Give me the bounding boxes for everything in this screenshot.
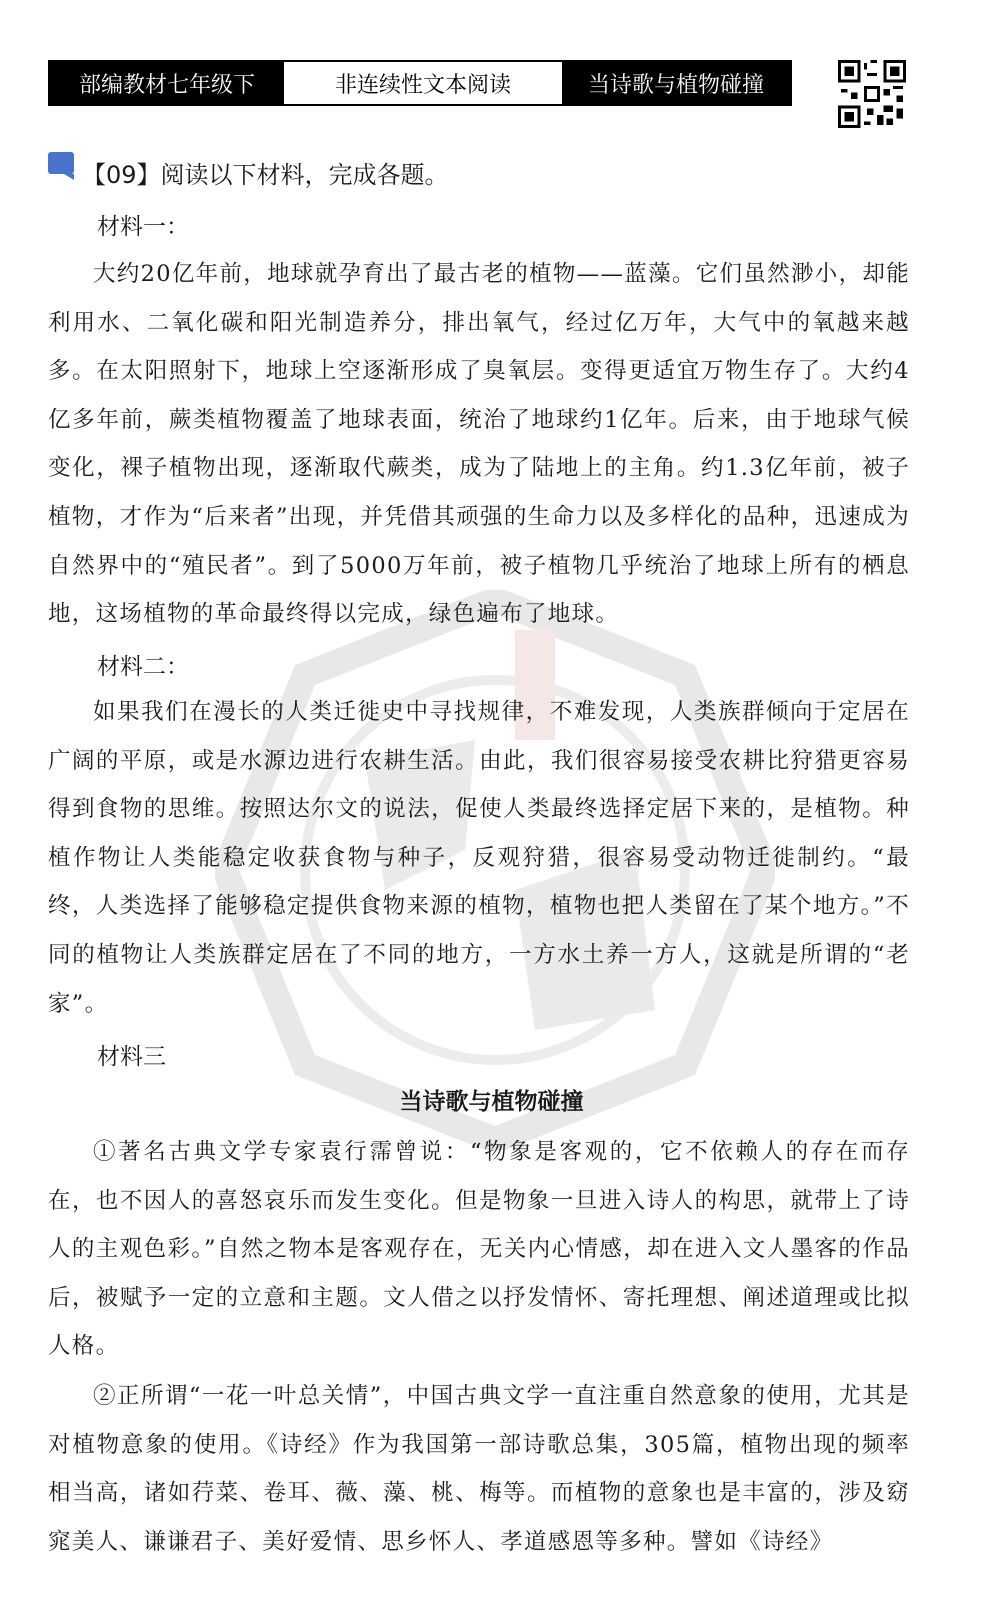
qr-code-icon bbox=[838, 60, 906, 128]
material2-label: 材料二： bbox=[97, 654, 189, 680]
header-grade: 部编教材七年级下 bbox=[50, 62, 284, 104]
header-bar bbox=[48, 60, 792, 106]
material1-text: 大约20亿年前，地球就孕育出了最古老的植物——蓝藻。它们虽然渺小，却能利用水、二氧化碳和阳光制造养分，排出氧气，经过亿万年，大气中的氧越来越多。在太阳照射下，地球上空逐渐形成了臭氧层。变得更适宜万物生存了。大约4亿多年前，蕨类植物覆盖了地球表面，统治了地球约1亿年。后来，由于地球气候变化，裸子植物出现，逐渐取代蕨类，成为了陆地上的主角。约1.3亿年前，被子植物，才作为“后来者”出现，并凭借其顽强的生命力以及多样化的品种，迅速成为自然界中的“殖民者”。到了5000万年前，被子植物几乎统治了地球上所有的栖息地，这场植物的革命最终得以完成，绿色遍布了地球。 bbox=[48, 261, 910, 628]
article-paragraph-2: ②正所谓“一花一叶总关情”，中国古典文学一直注重自然意象的使用，尤其是对植物意象的使用。《诗经》作为我国第一部诗歌总集，305篇，植物出现的频率相当高，诸如荇菜、卷耳、薇、藻、桃、梅等。而植物的意象也是丰富的，涉及窈窕美人、谦谦君子、美好爱情、思乡怀人、孝道感恩等多种。譬如《诗经》 bbox=[48, 1383, 910, 1555]
material3-label: 材料三 bbox=[97, 1044, 166, 1070]
material2-text: 如果我们在漫长的人类迁徙史中寻找规律，不难发现，人类族群倾向于定居在广阔的平原，或是水源边进行农耕生活。由此，我们很容易接受农耕比狩猎更容易得到食物的思维。按照达尔文的说法，促使人类最终选择定居下来的，是植物。种植作物让人类能稳定收获食物与种子，反观狩猎，很容易受动物迁徙制约。“最终，人类选择了能够稳定提供食物来源的植物，植物也把人类留在了某个地方。”不同的植物让人类族群定居在了不同的地方，一方水土养一方人，这就是所谓的“老家”。 bbox=[48, 699, 910, 1017]
article-paragraph-1: ①著名古典文学专家袁行霈曾说：“物象是客观的，它不依赖人的存在而存在，也不因人的喜怒哀乐而发生变化。但是物象一旦进入诗人的构思，就带上了诗人的主观色彩。”自然之物本是客观存在，无关内心情感，却在进入文人墨客的作品后，被赋予一定的立意和主题。文人借之以抒发情怀、寄托理想、阐述道理或比拟人格。 bbox=[48, 1139, 910, 1360]
question-number: 【09】 bbox=[82, 160, 161, 189]
header-topic: 非连续性文本阅读 bbox=[284, 62, 562, 104]
question-instruction: 阅读以下材料，完成各题。 bbox=[160, 160, 449, 189]
material1-label: 材料一： bbox=[97, 214, 189, 240]
article-title: 当诗歌与植物碰撞 bbox=[399, 1089, 584, 1115]
speech-bubble-icon bbox=[48, 152, 76, 180]
question-heading bbox=[48, 152, 449, 192]
header-lesson: 当诗歌与植物碰撞 bbox=[562, 62, 790, 104]
